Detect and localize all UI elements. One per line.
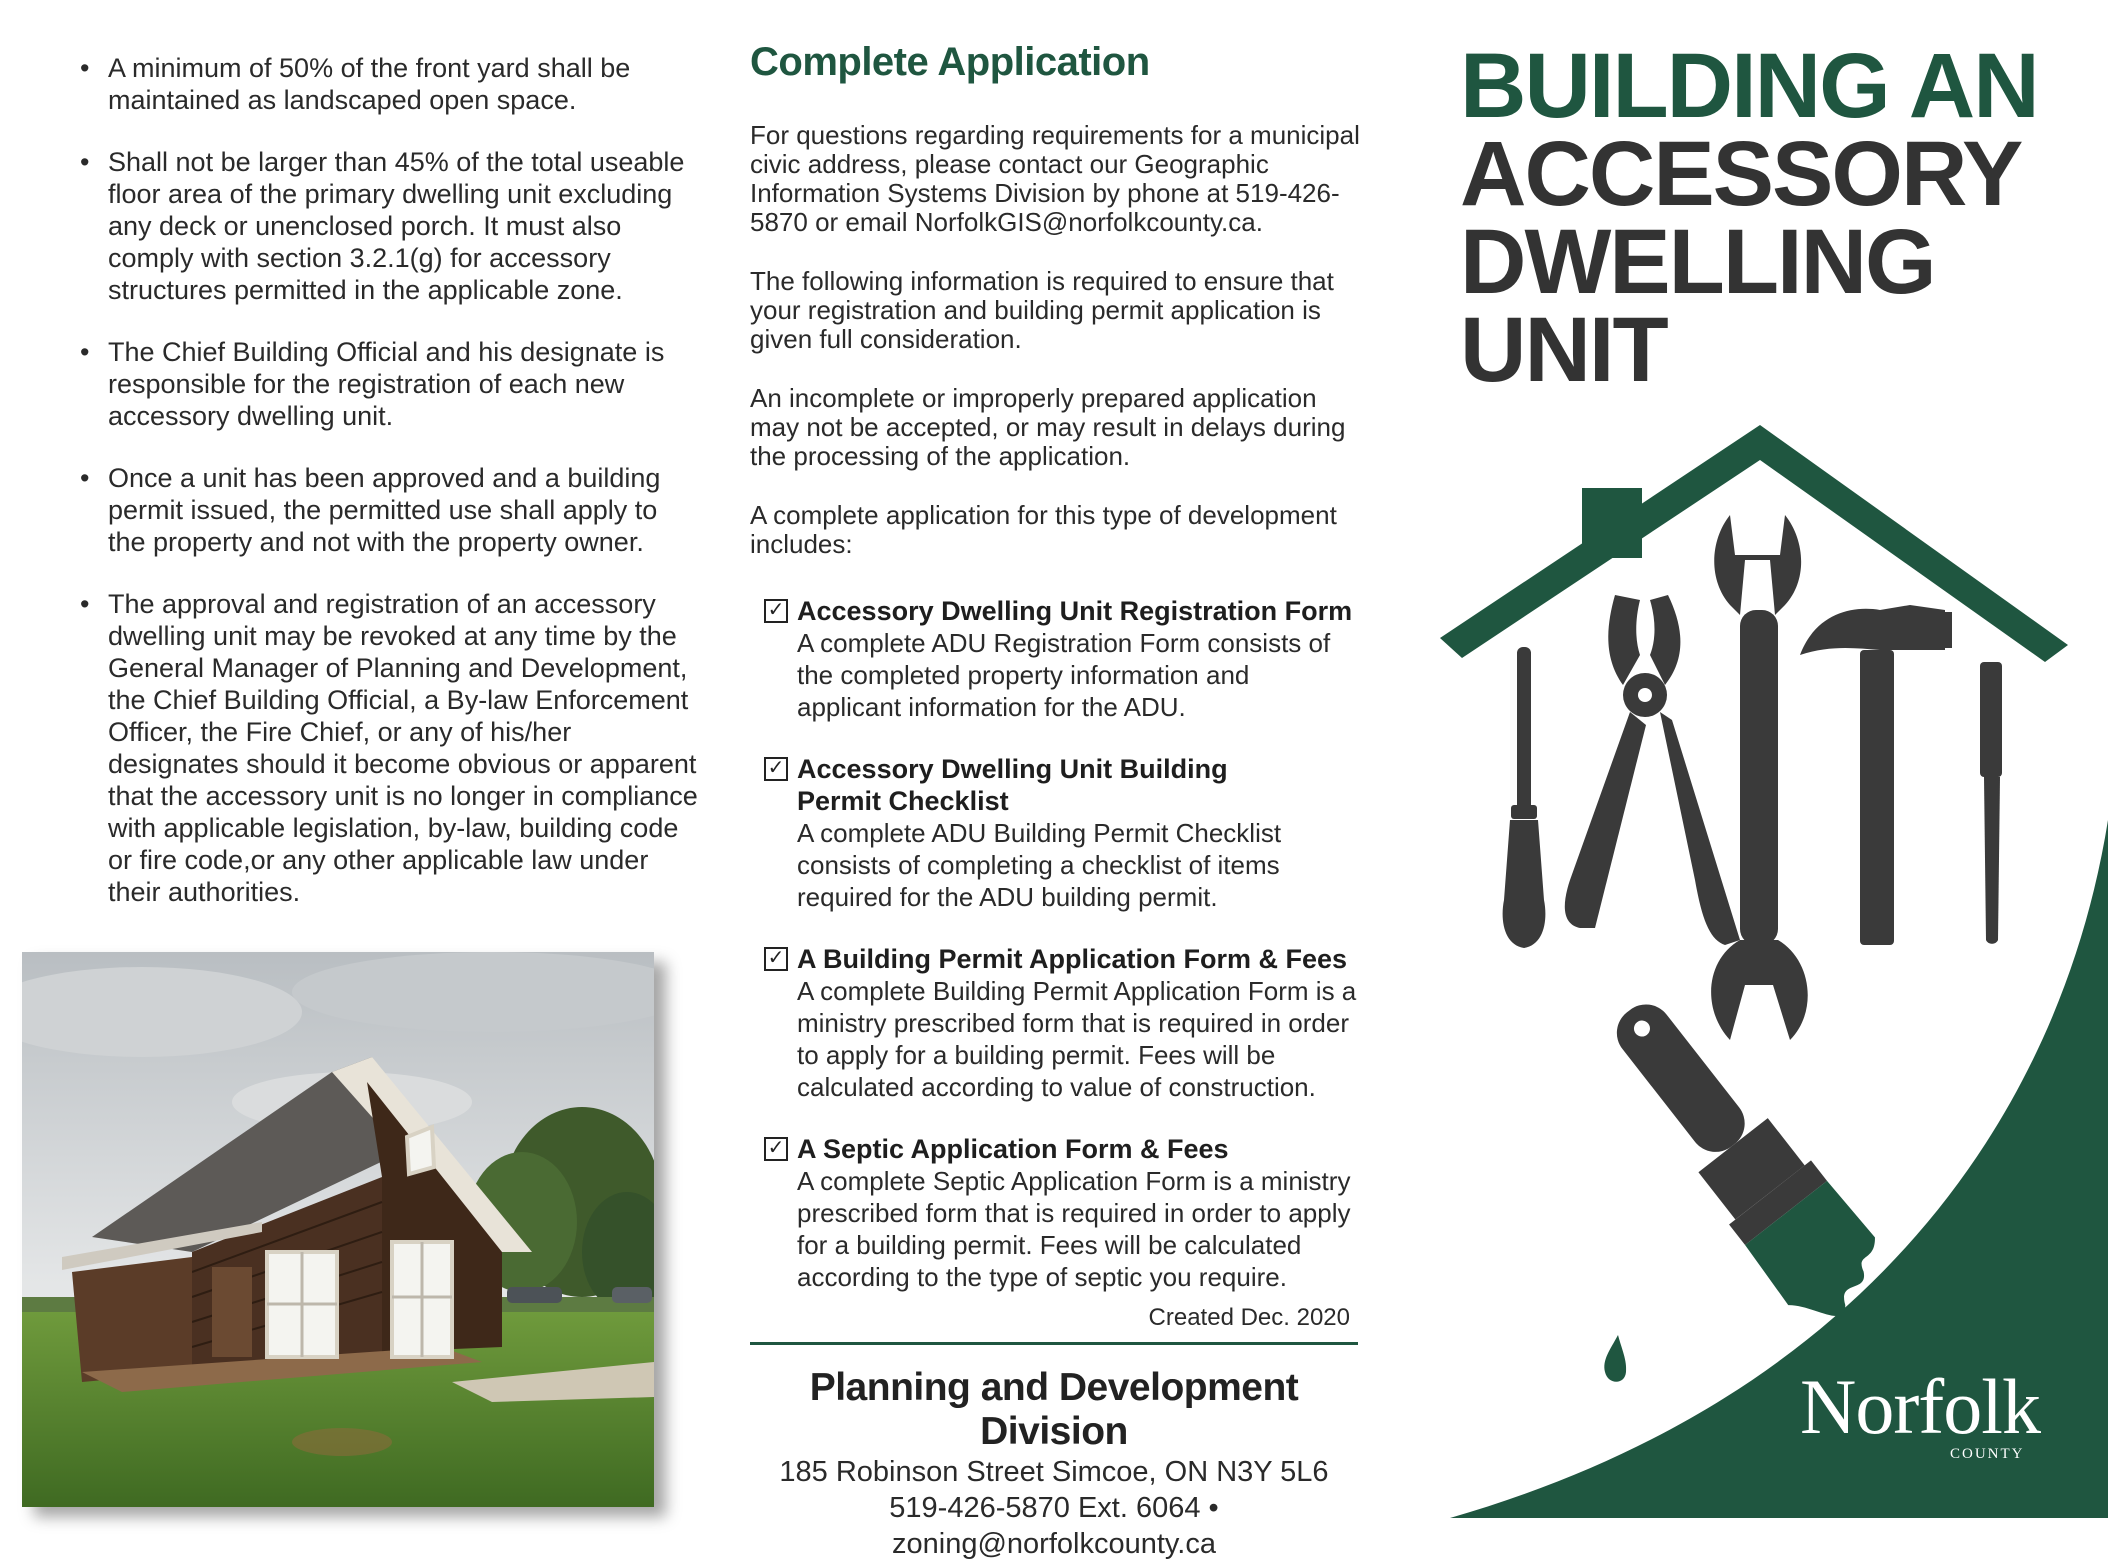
checklist-item (750, 753, 1360, 913)
intro-paragraph: The following information is required to ensure that your registration and building permit application is given full consideration. (750, 266, 1334, 354)
checkbox-icon: ✓ (764, 599, 788, 623)
checklist-item (750, 1133, 1360, 1293)
requirement-bullet: • Shall not be larger than 45% of the total useable floor area of the primary dwelling unit excluding any deck or unenclosed porch. It must also comply with section 3.2.1(g) for accessory structures permitted in the applicable zone. (80, 146, 700, 306)
logo-wordmark: Norfolk (1800, 1363, 2040, 1450)
title-line: DWELLING UNIT (1460, 211, 1935, 401)
left-column (80, 52, 700, 938)
logo-subtext: COUNTY (1950, 1446, 2025, 1462)
hammer-icon (1800, 605, 1952, 945)
checkbox-icon: ✓ (764, 1137, 788, 1161)
middle-column (750, 40, 1360, 1323)
cabin-photo (22, 952, 654, 1507)
chisel-icon (1980, 662, 2002, 944)
checklist-item-title: A Septic Application Form & Fees (797, 1134, 1229, 1164)
intro-paragraph: For questions regarding requirements for a municipal civic address, please contact our Geographic Information Systems Division by phone at 519-426-5870 or email NorfolkGIS@norfolkcounty.ca. (750, 120, 1360, 237)
division-address: 185 Robinson Street Simcoe, ON N3Y 5L6 (779, 1456, 1329, 1488)
wrench-icon (1711, 515, 1808, 1040)
norfolk-county-logo (1800, 1362, 2080, 1492)
created-date: Created Dec. 2020 (1148, 1304, 1350, 1331)
title-line: BUILDING AN (1460, 35, 2038, 137)
checklist-item-desc: A complete ADU Registration Form consists of the completed property information and applicant information for the ADU. (797, 628, 1331, 722)
paint-drop-icon (1604, 1335, 1626, 1382)
checklist-item-title: Accessory Dwelling Unit Building Permit Checklist (797, 754, 1228, 816)
checklist-item-title: Accessory Dwelling Unit Registration Form (797, 596, 1353, 626)
divider (750, 1342, 1358, 1345)
checkbox-icon: ✓ (764, 757, 788, 781)
requirement-bullet: • Once a unit has been approved and a building permit issued, the permitted use shall apply to the property and not with the property owner. (80, 462, 700, 558)
checkbox-icon: ✓ (764, 947, 788, 971)
cabin-illustration (22, 952, 654, 1507)
checklist-item (750, 595, 1360, 723)
requirement-bullet: • The Chief Building Official and his designate is responsible for the registration of each new accessory dwelling unit. (80, 336, 700, 432)
division-name: Planning and Development Division (809, 1366, 1299, 1453)
requirement-bullet: • A minimum of 50% of the front yard shall be maintained as landscaped open space. (80, 52, 700, 116)
pliers-icon (1565, 595, 1740, 945)
division-contact-block (750, 1366, 1358, 1562)
requirements-list (80, 52, 700, 908)
checklist-item (750, 943, 1360, 1103)
screwdriver-icon (1503, 647, 1546, 948)
complete-application-heading: Complete Application (750, 40, 1150, 84)
requirement-bullet: • The approval and registration of an accessory dwelling unit may be revoked at any time by the General Manager of Planning and Development, the Chief Building Official, a By-law Enforcement Officer, the Fire Chief, or any of his/her designates should it become obvious or apparent that the accessory unit is no longer in compliance with applicable legislation, by-law, building code or fire code,or any other applicable law under their authorities. (80, 588, 700, 908)
checklist-item-desc: A complete ADU Building Permit Checklist consists of completing a checklist of items required for the ADU building permit. (797, 818, 1282, 912)
brochure-title (1460, 35, 2100, 401)
intro-paragraph: A complete application for this type of development includes: (750, 500, 1337, 559)
checklist-item-desc: A complete Building Permit Application Form is a ministry prescribed form that is required in order to apply for a building permit. Fees will be calculated according to value of construction. (797, 976, 1357, 1102)
tools-artwork (1440, 400, 2108, 1518)
title-line: ACCESSORY (1460, 123, 2022, 225)
checklist-item-desc: A complete Septic Application Form is a ministry prescribed form that is required in order to apply for a building permit. Fees will be calculated according to the type of septic you require. (797, 1166, 1351, 1292)
intro-paragraph: An incomplete or improperly prepared application may not be accepted, or may result in delays during the processing of the application. (750, 383, 1346, 471)
paintbrush-icon (1585, 977, 1900, 1337)
division-contact: 519-426-5870 Ext. 6064 • zoning@norfolkcounty.ca (889, 1492, 1219, 1560)
checklist-item-title: A Building Permit Application Form & Fees (797, 944, 1348, 974)
